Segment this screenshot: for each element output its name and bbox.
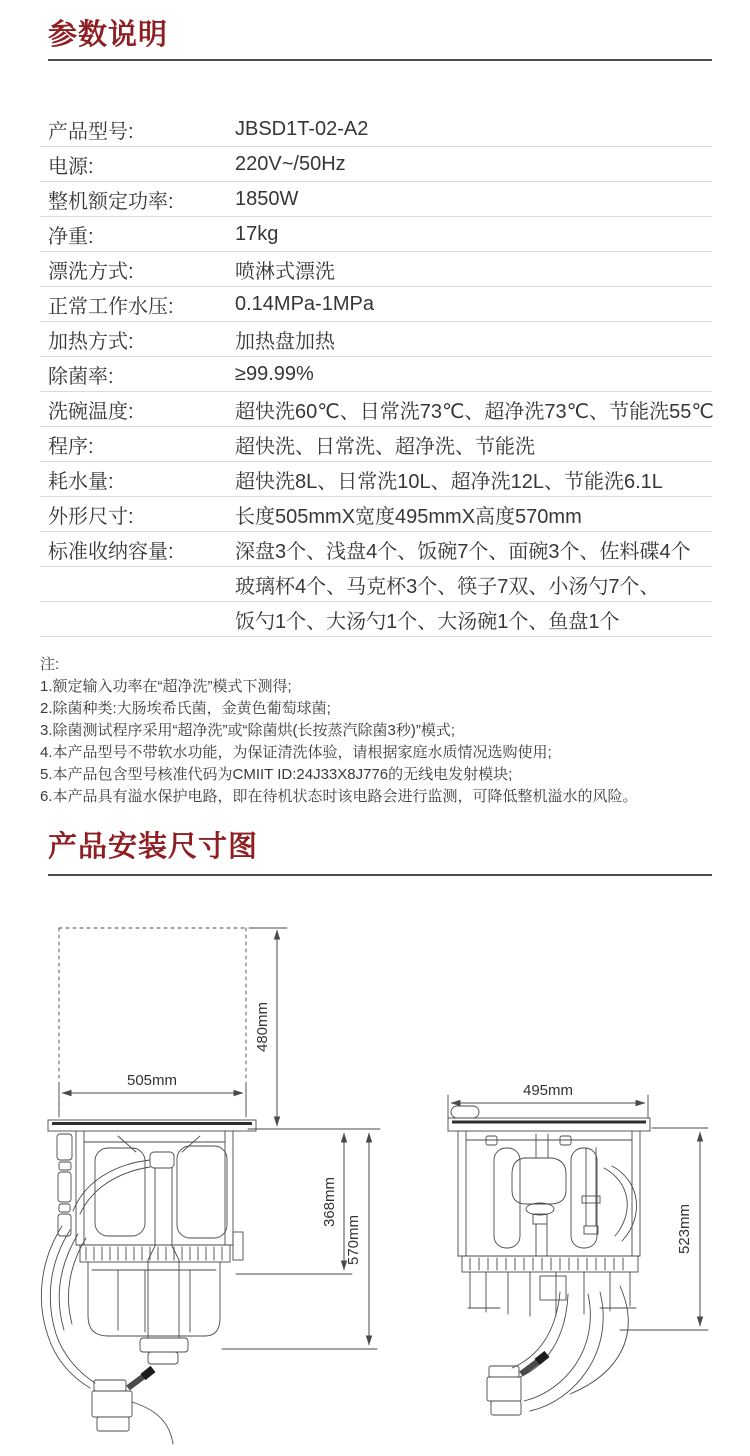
spec-value: JBSD1T-02-A2 (235, 117, 369, 140)
section-title-specs: 参数说明 (48, 0, 712, 61)
spec-row (40, 252, 712, 287)
spec-label: 程序: (48, 435, 94, 458)
spec-row (40, 357, 712, 392)
dim-label-480mm: 480mm (254, 1001, 271, 1053)
note-item: 5.本产品包含型号核准代码为CMIIT ID:24J33X8J776的无线电发射模块; (40, 766, 513, 783)
note-item: 6.本产品具有溢水保护电路，即在待机状态时该电路会进行监测，可降低整机溢水的风险。 (40, 788, 638, 805)
spec-row (40, 567, 712, 602)
spec-label: 耗水量: (48, 470, 114, 493)
spec-row (40, 287, 712, 322)
spec-value: 1850W (235, 187, 299, 210)
spec-label: 产品型号: (48, 120, 134, 143)
spec-row (40, 602, 712, 637)
spec-value: 超快洗8L、日常洗10L、超净洗12L、节能洗6.1L (235, 470, 663, 493)
spec-label: 洗碗温度: (48, 400, 134, 423)
spec-label: 正常工作水压: (48, 295, 174, 318)
spec-value: 饭勺1个、大汤勺1个、大汤碗1个、鱼盘1个 (235, 610, 620, 633)
spec-row (40, 462, 712, 497)
spec-value: 0.14MPa-1MPa (235, 292, 374, 315)
spec-value: ≥99.99% (235, 362, 314, 385)
notes-heading: 注: (40, 656, 60, 673)
spec-value: 深盘3个、浅盘4个、饭碗7个、面碗3个、佐料碟4个 (235, 540, 691, 563)
spec-label: 漂洗方式: (48, 260, 134, 283)
spec-value: 220V~/50Hz (235, 152, 346, 175)
spec-label: 电源: (48, 155, 94, 178)
spec-row (40, 182, 712, 217)
dim-label-368mm: 368mm (321, 1176, 338, 1228)
spec-row (40, 322, 712, 357)
spec-row (40, 147, 712, 182)
spec-value: 17kg (235, 222, 279, 245)
spec-row (40, 217, 712, 252)
note-item: 1.额定输入功率在“超净洗”模式下测得; (40, 678, 292, 695)
spec-value: 喷淋式漂洗 (235, 260, 335, 283)
spec-value: 超快洗60℃、日常洗73℃、超净洗73℃、节能洗55℃ (235, 400, 714, 423)
spec-row (40, 532, 712, 567)
spec-row (40, 112, 712, 147)
notes-list (40, 676, 712, 808)
spec-value: 长度505mmX宽度495mmX高度570mm (235, 505, 582, 528)
spec-label: 整机额定功率: (48, 190, 174, 213)
spec-value: 玻璃杯4个、马克杯3个、筷子7双、小汤勺7个、 (235, 575, 660, 598)
spec-value: 加热盘加热 (235, 330, 335, 353)
dim-label-570mm: 570mm (345, 1214, 362, 1266)
spec-row (40, 427, 712, 462)
dim-label-495mm: 495mm (522, 1082, 574, 1099)
note-item: 4.本产品型号不带软水功能，为保证清洗体验，请根据家庭水质情况选购使用; (40, 744, 552, 761)
back-view-drawing (448, 1095, 708, 1415)
note-item: 2.除菌种类:大肠埃希氏菌，金黄色葡萄球菌; (40, 700, 331, 717)
installation-diagram (0, 896, 750, 1456)
spec-row (40, 497, 712, 532)
spec-label: 净重: (48, 225, 94, 248)
spec-table (40, 112, 712, 637)
dim-label-523mm: 523mm (676, 1203, 693, 1255)
note-item: 3.除菌测试程序采用“超净洗”或“除菌烘(长按蒸汽除菌3秒)”模式; (40, 722, 455, 739)
notes-section (40, 654, 712, 808)
spec-row (40, 392, 712, 427)
spec-label: 标准收纳容量: (48, 540, 174, 563)
dim-label-505mm: 505mm (126, 1072, 178, 1089)
spec-label: 加热方式: (48, 330, 134, 353)
spec-value: 超快洗、日常洗、超净洗、节能洗 (235, 435, 535, 458)
spec-label: 外形尺寸: (48, 505, 134, 528)
section-title-install: 产品安装尺寸图 (48, 828, 712, 876)
spec-label: 除菌率: (48, 365, 114, 388)
